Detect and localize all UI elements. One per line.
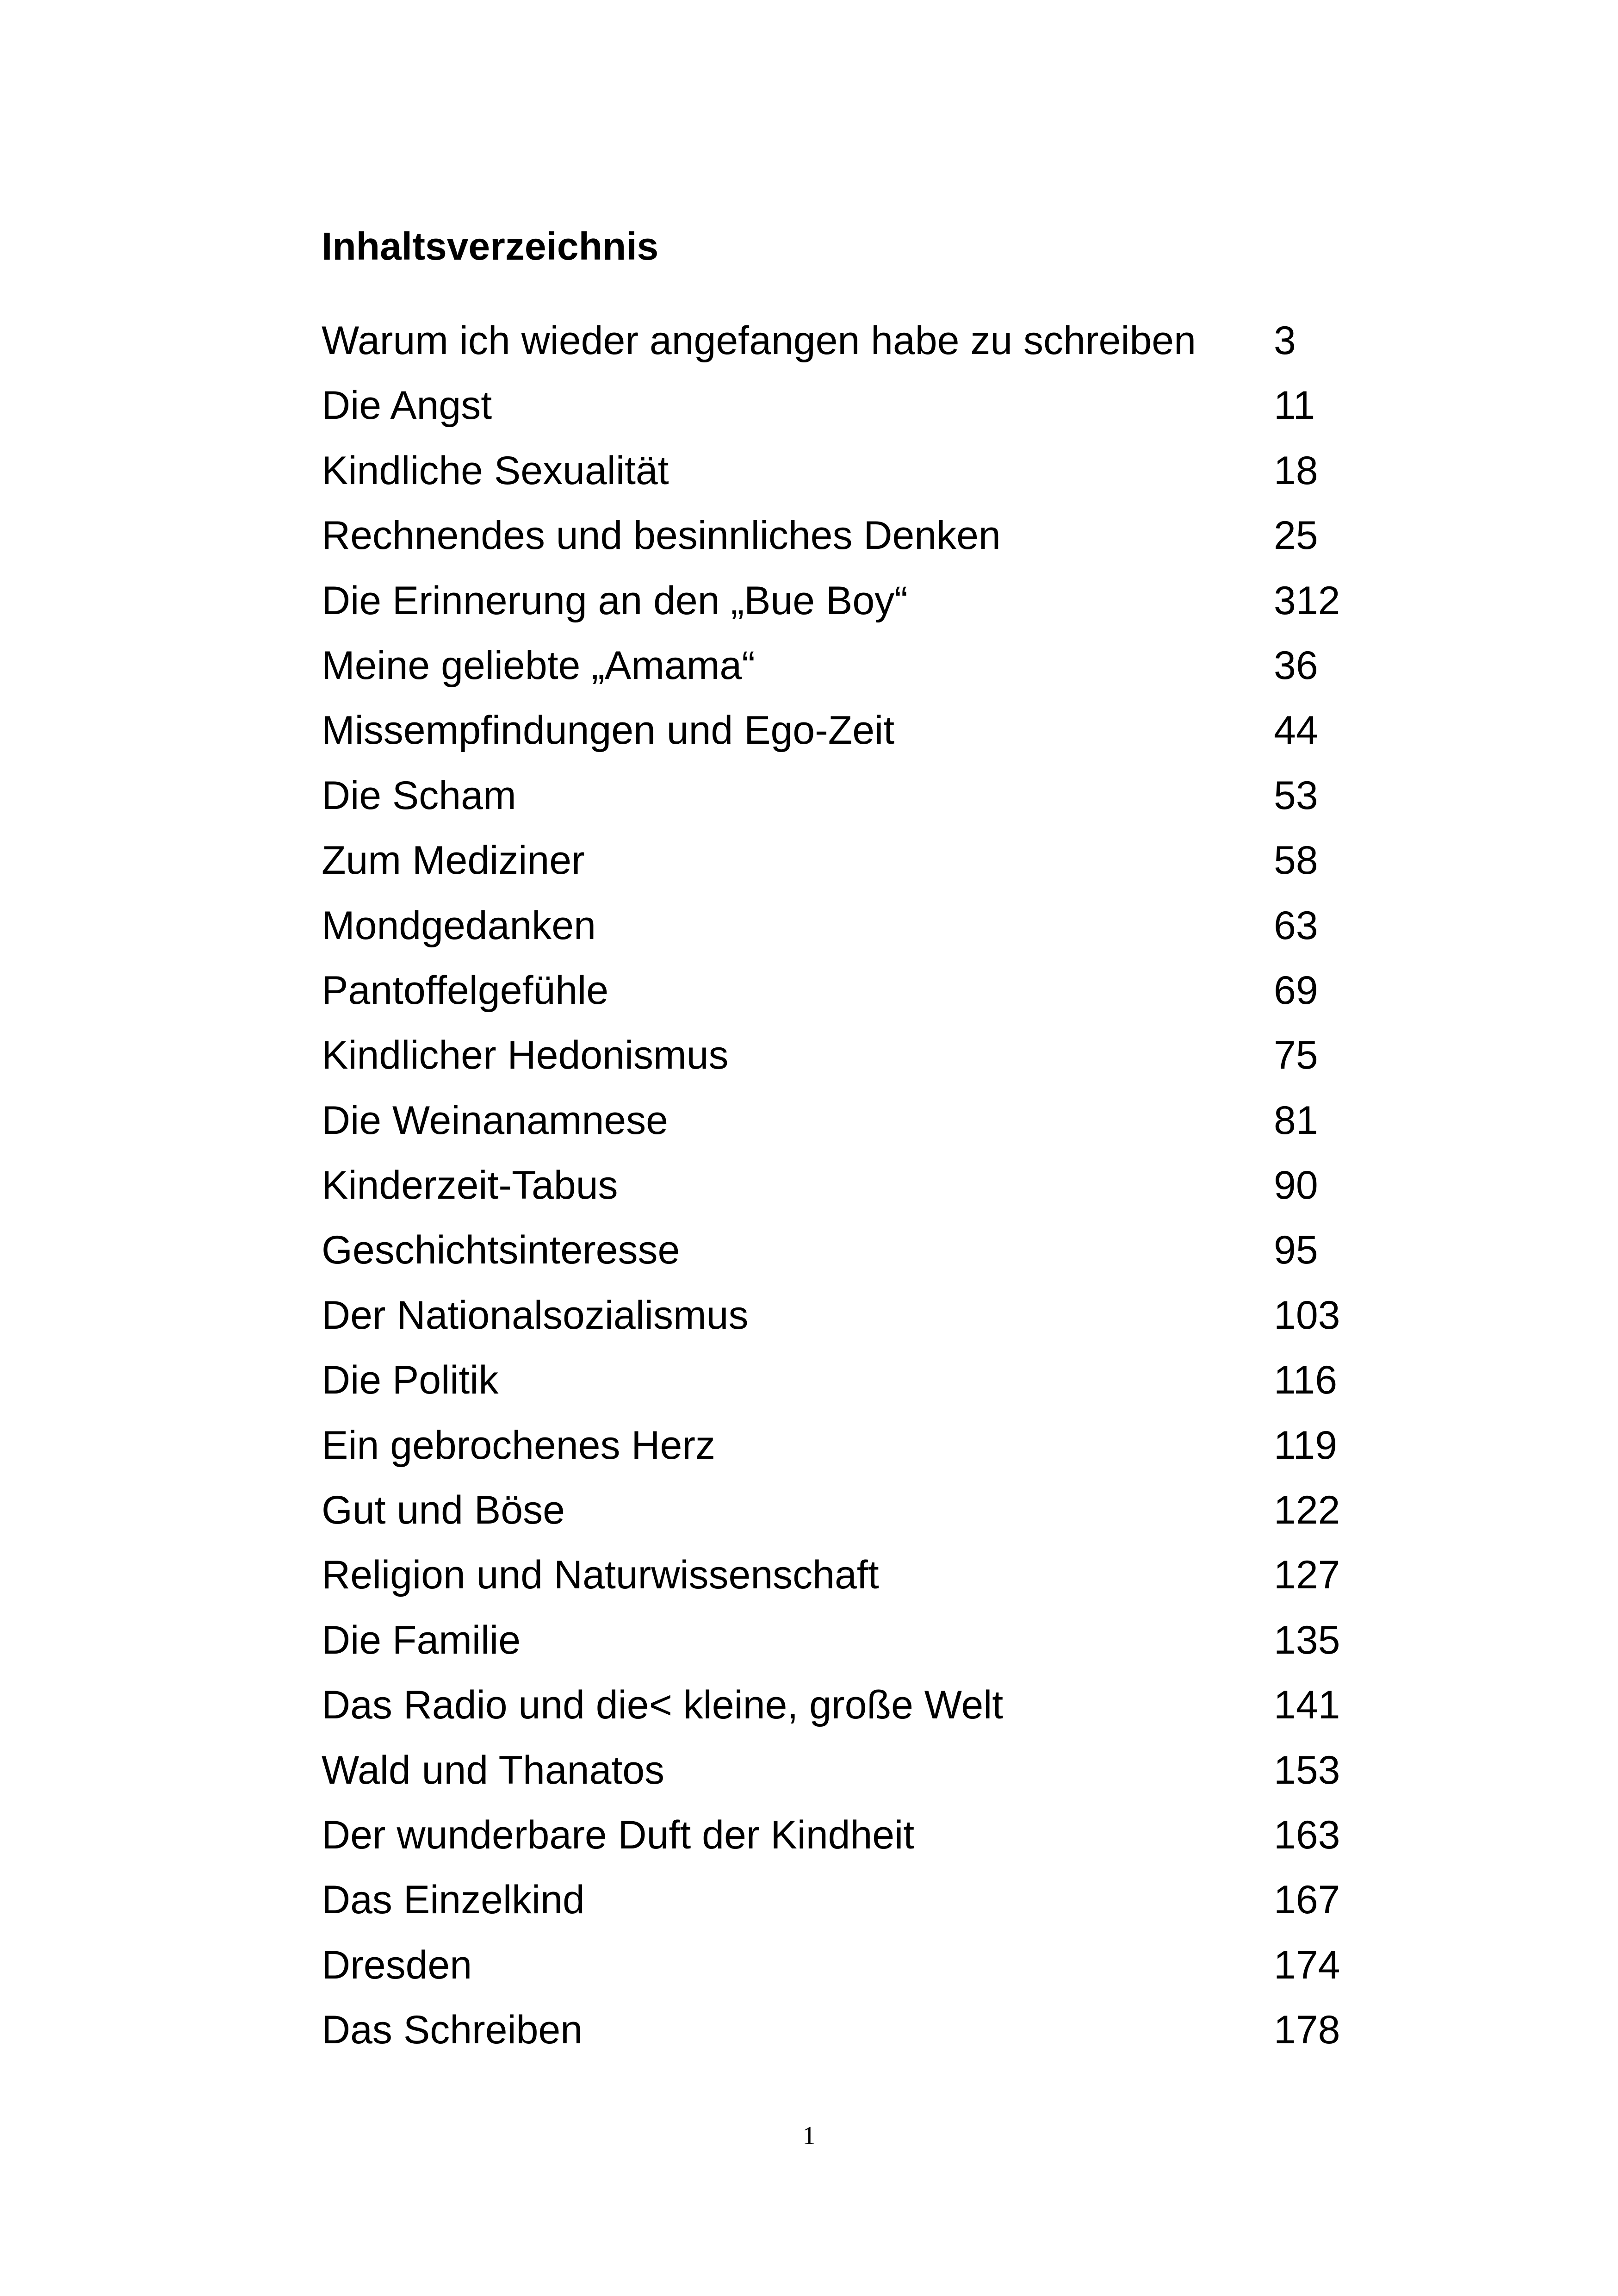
- toc-entry-title: Die Scham: [322, 773, 516, 818]
- toc-entry-title: Wald und Thanatos: [322, 1748, 665, 1792]
- toc-entry: [322, 373, 1386, 438]
- toc-entry-page: 90: [1274, 1163, 1318, 1208]
- toc-entry-page: 174: [1274, 1942, 1340, 1987]
- toc-entry-page: 103: [1274, 1293, 1340, 1338]
- toc-entry: [322, 1673, 1386, 1737]
- toc-entry-title: Warum ich wieder angefangen habe zu schreiben: [322, 318, 1196, 363]
- toc-entry-title: Der wunderbare Duft der Kindheit: [322, 1812, 915, 1857]
- toc-entry: [322, 1153, 1386, 1218]
- toc-entry-page: 167: [1274, 1878, 1340, 1923]
- toc-entry: [322, 438, 1386, 503]
- toc-entry: [322, 568, 1386, 633]
- toc-entry: [322, 1023, 1386, 1088]
- toc-entry-title: Die Familie: [322, 1618, 521, 1662]
- toc-entry-page: 75: [1274, 1033, 1318, 1078]
- toc-entry-page: 163: [1274, 1812, 1340, 1857]
- toc-entry-page: 69: [1274, 968, 1318, 1013]
- toc-heading: Inhaltsverzeichnis: [322, 224, 659, 268]
- toc-entry-title: Kinderzeit-Tabus: [322, 1163, 618, 1208]
- toc-entry-page: 44: [1274, 708, 1318, 753]
- toc-entry-title: Die Weinanamnese: [322, 1098, 668, 1143]
- toc-entry-title: Das Einzelkind: [322, 1878, 585, 1923]
- toc-entry-page: 3: [1274, 318, 1296, 363]
- toc-entry: [322, 1867, 1386, 1932]
- page-number: 1: [802, 2122, 816, 2150]
- toc-entry-page: 141: [1274, 1683, 1340, 1728]
- toc-entry: [322, 893, 1386, 958]
- toc-entry: [322, 1738, 1386, 1803]
- toc-entry-title: Missempfindungen und Ego-Zeit: [322, 708, 895, 753]
- toc-entry-title: Kindlicher Hedonismus: [322, 1033, 729, 1078]
- toc-entry-title: Meine geliebte „Amama“: [322, 643, 755, 688]
- toc-entry: [322, 1933, 1386, 1997]
- toc-entry-page: 25: [1274, 513, 1318, 558]
- toc-entry-title: Dresden: [322, 1942, 472, 1987]
- toc-entry: [322, 1218, 1386, 1282]
- toc-entry: [322, 1088, 1386, 1153]
- toc-entry-title: Ein gebrochenes Herz: [322, 1423, 715, 1468]
- toc-entry-page: 81: [1274, 1098, 1318, 1143]
- toc-entry: [322, 698, 1386, 763]
- toc-entry-page: 153: [1274, 1748, 1340, 1792]
- toc-entry-page: 63: [1274, 903, 1318, 948]
- toc-entry: [322, 1997, 1386, 2062]
- toc-entry-title: Die Erinnerung an den „Bue Boy“: [322, 578, 908, 623]
- toc-entry-page: 312: [1274, 578, 1340, 623]
- toc-entry-page: 135: [1274, 1618, 1340, 1662]
- toc-entry-title: Die Angst: [322, 383, 492, 428]
- toc-entry-page: 53: [1274, 773, 1318, 818]
- toc-entry-page: 178: [1274, 2008, 1340, 2053]
- toc-entry-page: 11: [1274, 383, 1315, 428]
- toc-entry: [322, 308, 1386, 373]
- toc-entry-title: Mondgedanken: [322, 903, 596, 948]
- toc-entry-title: Rechnendes und besinnliches Denken: [322, 513, 1001, 558]
- toc-entry: [322, 1803, 1386, 1867]
- toc-entry: [322, 633, 1386, 698]
- toc-entry-title: Das Schreiben: [322, 2008, 583, 2053]
- toc-entry-page: 36: [1274, 643, 1318, 688]
- toc-entry-title: Kindliche Sexualität: [322, 448, 669, 493]
- toc-entry-page: 122: [1274, 1488, 1340, 1533]
- toc-entry-title: Zum Mediziner: [322, 838, 585, 883]
- toc-entry: [322, 1413, 1386, 1478]
- toc-entry-title: Der Nationalsozialismus: [322, 1293, 749, 1338]
- toc-entry-title: Das Radio und die< kleine, große Welt: [322, 1683, 1004, 1728]
- toc-entry-title: Die Politik: [322, 1358, 499, 1403]
- toc-entry-title: Pantoffelgefühle: [322, 968, 609, 1013]
- toc-entry-page: 18: [1274, 448, 1318, 493]
- toc-entry-title: Gut und Böse: [322, 1488, 565, 1533]
- toc-entry-page: 95: [1274, 1228, 1318, 1273]
- toc-entry: [322, 1348, 1386, 1412]
- toc-entry: [322, 1543, 1386, 1607]
- toc-list: [322, 308, 1386, 2063]
- toc-entry: [322, 828, 1386, 893]
- toc-entry-title: Religion und Naturwissenschaft: [322, 1553, 879, 1598]
- toc-entry-title: Geschichtsinteresse: [322, 1228, 680, 1273]
- toc-entry: [322, 763, 1386, 828]
- toc-entry: [322, 1608, 1386, 1673]
- toc-entry: [322, 503, 1386, 568]
- toc-entry: [322, 1283, 1386, 1348]
- toc-entry-page: 119: [1274, 1423, 1338, 1468]
- toc-entry-page: 116: [1274, 1358, 1338, 1403]
- toc-entry-page: 127: [1274, 1553, 1340, 1598]
- toc-entry-page: 58: [1274, 838, 1318, 883]
- toc-entry: [322, 958, 1386, 1023]
- toc-entry: [322, 1478, 1386, 1543]
